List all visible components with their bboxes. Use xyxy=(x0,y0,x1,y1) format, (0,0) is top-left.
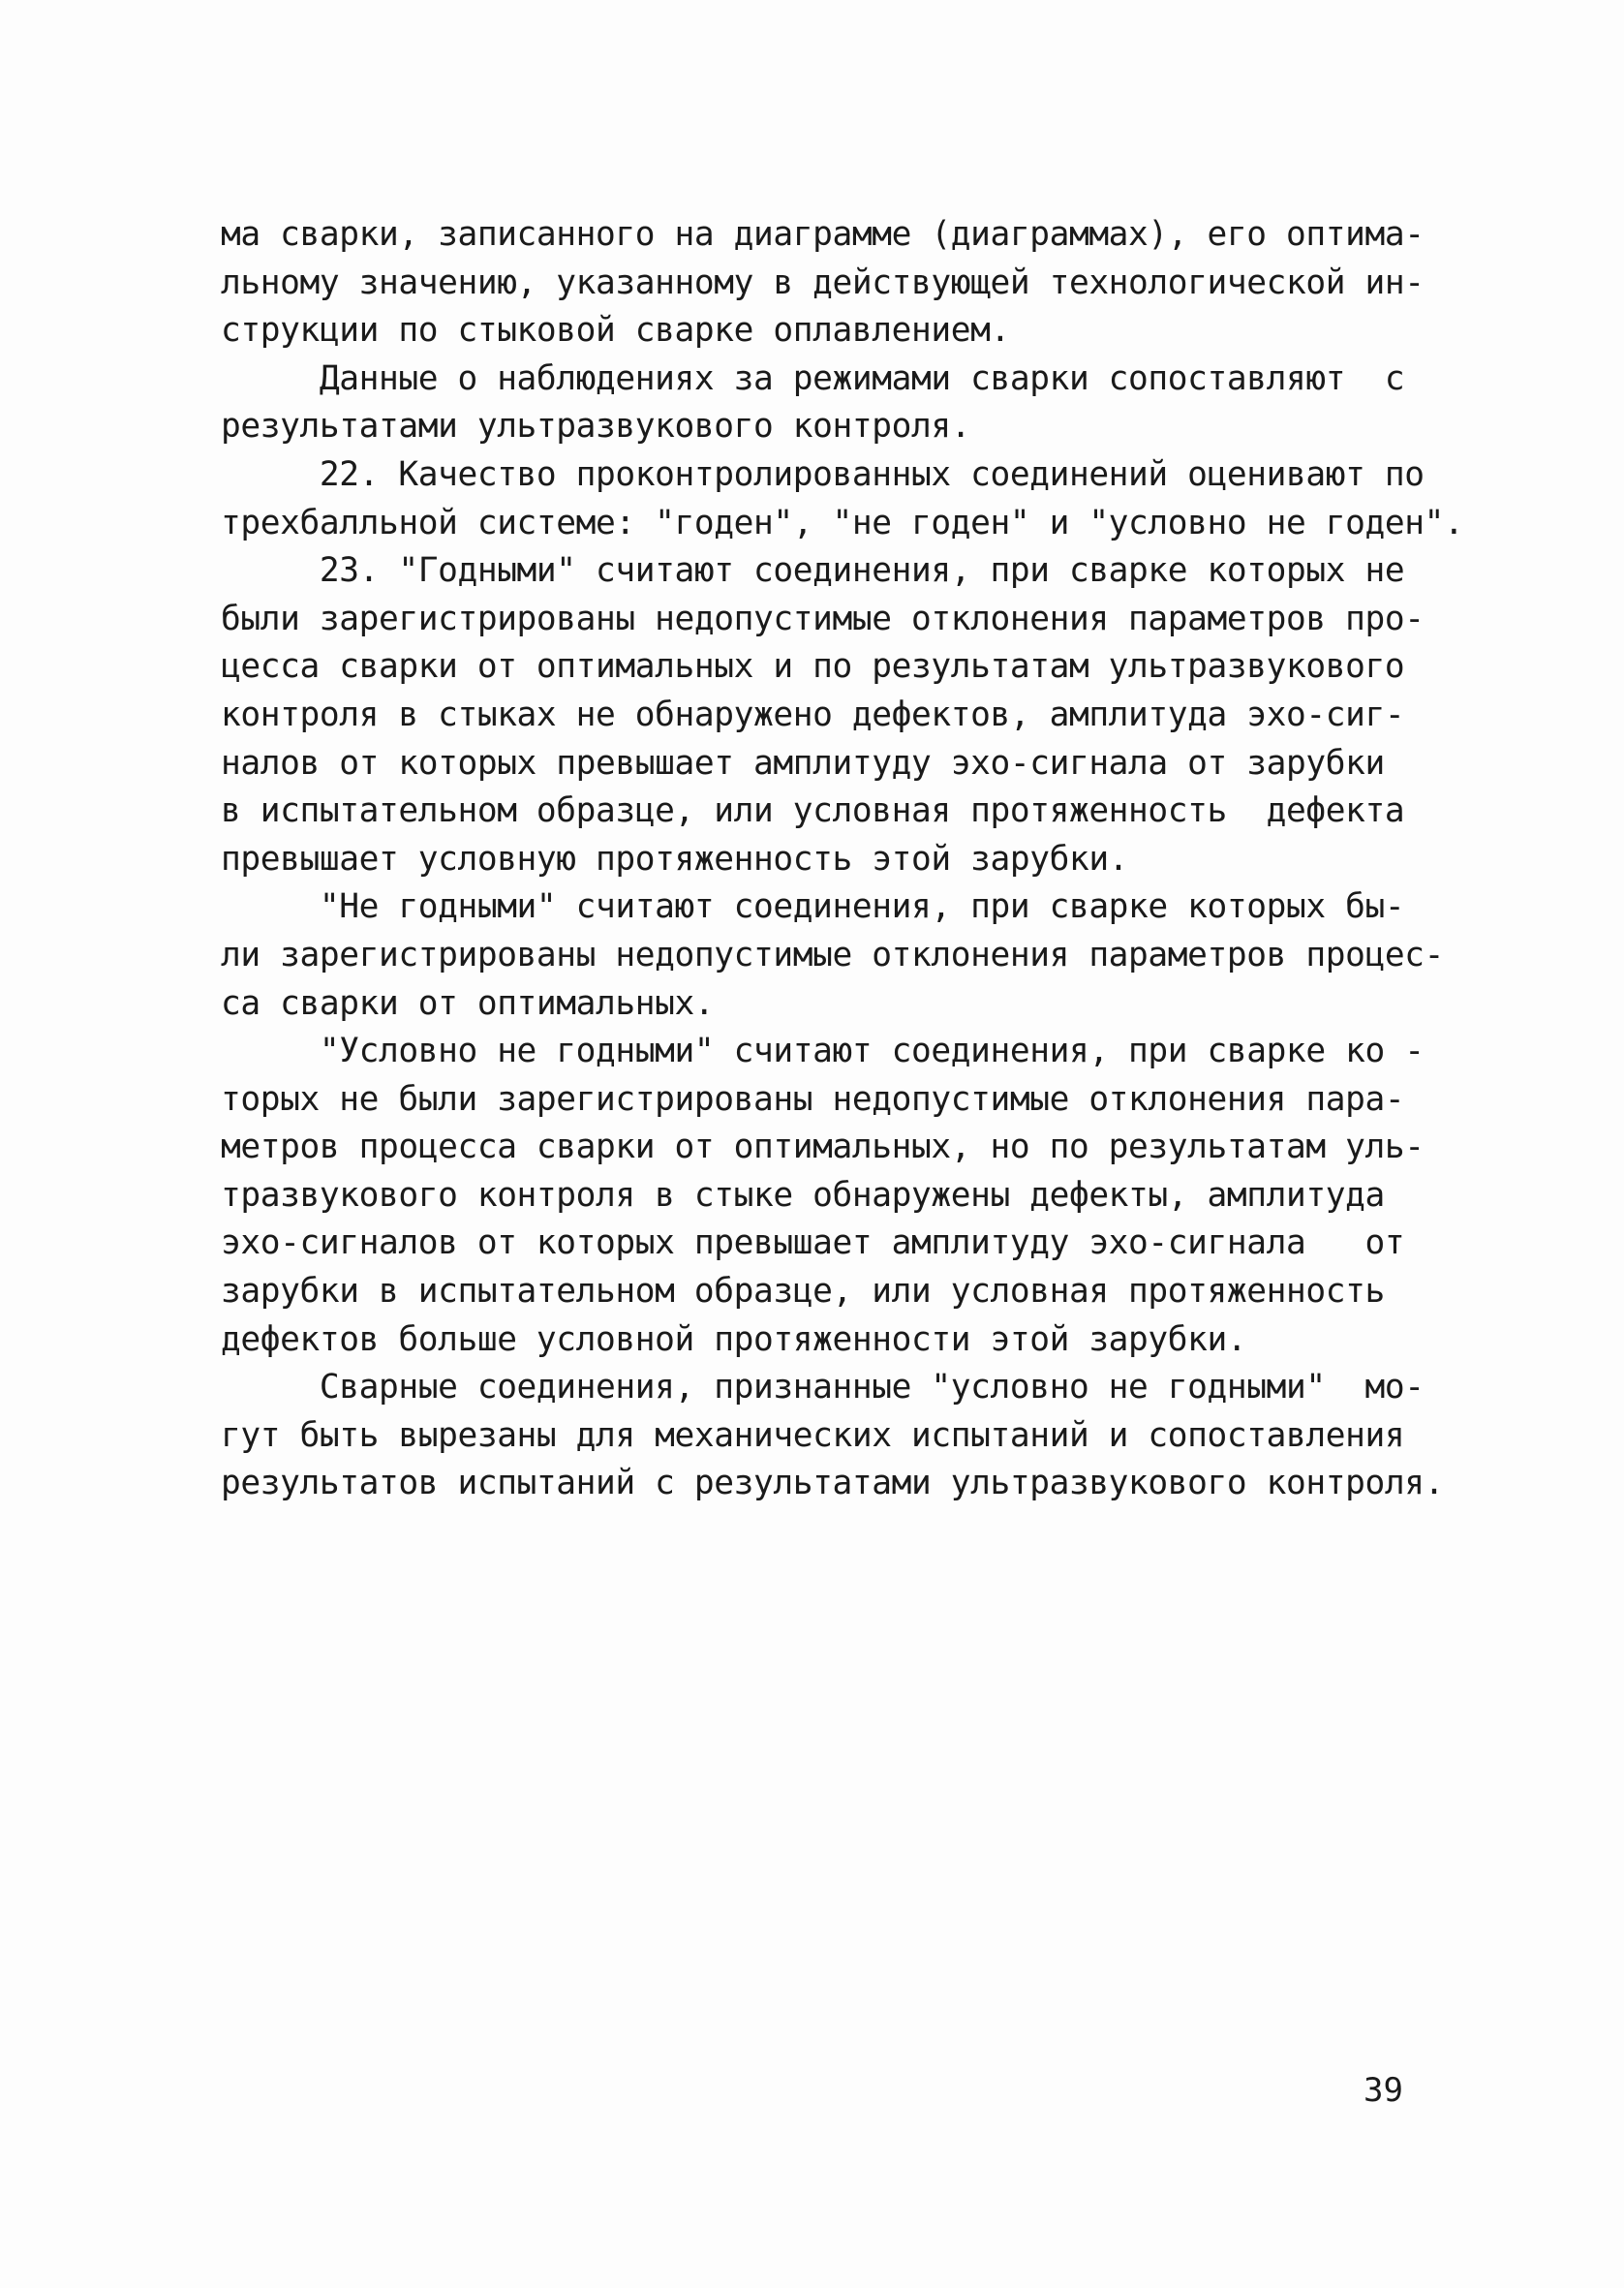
body-text xyxy=(221,211,1470,1508)
text-line: зарубки в испытательном образце, или условная протяженность xyxy=(221,1272,1385,1312)
text-line: льному значению, указанному в действующей технологической ин- xyxy=(221,263,1425,302)
text-line: "Условно не годными" считают соединения, при сварке ко - xyxy=(221,1032,1425,1071)
text-line: торых не были зарегистрированы недопустимые отклонения пара- xyxy=(221,1079,1405,1119)
text-line: в испытательном образце, или условная протяженность дефекта xyxy=(221,791,1405,831)
text-line: гут быть вырезаны для механических испытаний и сопоставления xyxy=(221,1415,1405,1455)
text-line: тразвукового контроля в стыке обнаружены дефекты, амплитуда xyxy=(221,1175,1385,1215)
text-line: результатами ультразвукового контроля. xyxy=(221,407,971,447)
text-line: цесса сварки от оптимальных и по результатам ультразвукового xyxy=(221,647,1405,687)
text-line: эхо-сигналов от которых превышает амплитуду эхо-сигнала от xyxy=(221,1223,1405,1263)
text-line: налов от которых превышает амплитуду эхо-сигнала от зарубки xyxy=(221,743,1385,783)
text-line: са сварки от оптимальных. xyxy=(221,983,715,1023)
text-line: ма сварки, записанного на диаграмме (диаграммах), его оптима- xyxy=(221,215,1425,254)
text-line: "Не годными" считают соединения, при сварке которых бы- xyxy=(221,887,1405,927)
text-line: метров процесса сварки от оптимальных, но по результатам уль- xyxy=(221,1128,1425,1167)
text-line: результатов испытаний с результатами ультразвукового контроля. xyxy=(221,1464,1444,1503)
text-line: 23. "Годными" считают соединения, при сварке которых не xyxy=(221,551,1405,591)
text-line: Сварные соединения, признанные "условно не годными" мо- xyxy=(221,1368,1425,1407)
text-line: Данные о наблюдениях за режимами сварки сопоставляют с xyxy=(221,358,1405,398)
text-line: дефектов больше условной протяженности этой зарубки. xyxy=(221,1319,1247,1359)
text-line: контроля в стыках не обнаружено дефектов, амплитуда эхо-сиг- xyxy=(221,695,1405,734)
text-line: струкции по стыковой сварке оплавлением. xyxy=(221,311,1010,351)
text-line: были зарегистрированы недопустимые отклонения параметров про- xyxy=(221,599,1425,638)
text-line: ли зарегистрированы недопустимые отклонения параметров процес- xyxy=(221,935,1444,974)
page-number: 39 xyxy=(1364,2071,1403,2110)
text-line: превышает условную протяженность этой зарубки. xyxy=(221,839,1129,879)
text-line: 22. Качество проконтролированных соединений оценивают по xyxy=(221,454,1425,494)
text-line: трехбалльной системе: "годен", "не годен" и "условно не годен". xyxy=(221,503,1464,542)
